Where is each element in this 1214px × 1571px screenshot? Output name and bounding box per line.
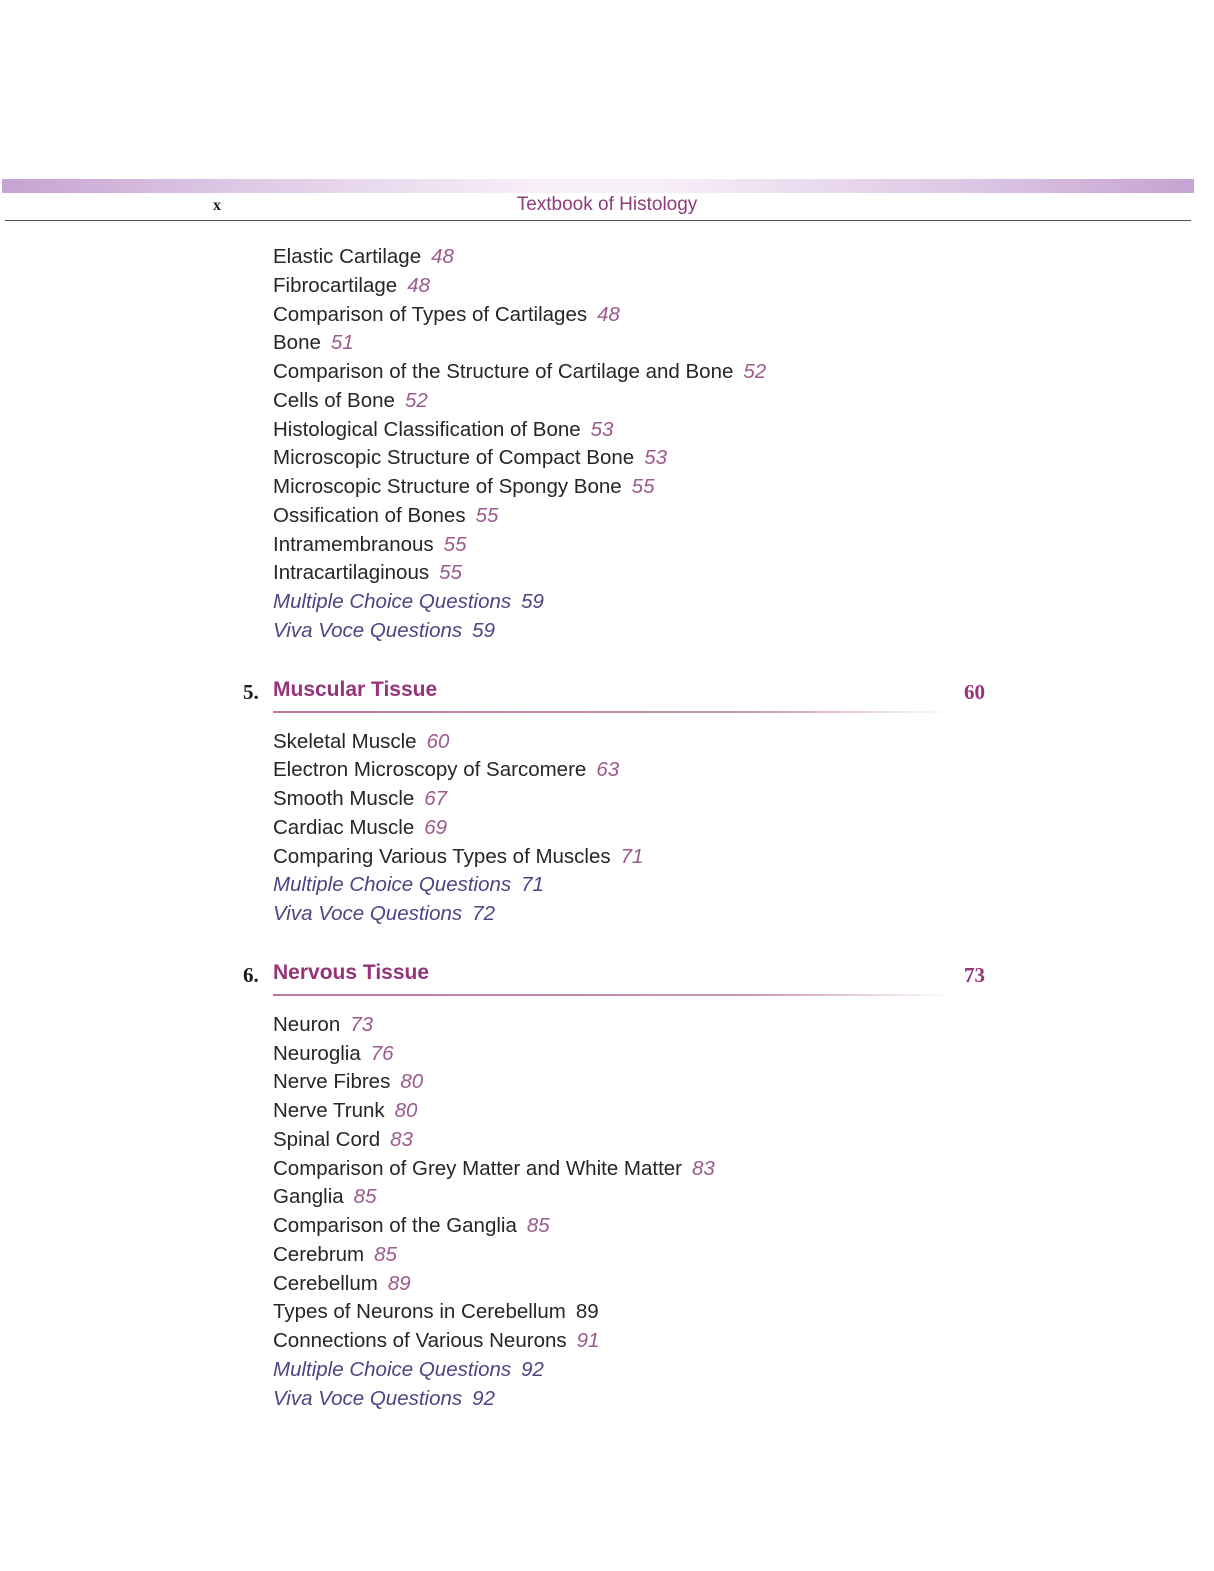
chapter-page: 73 [964, 962, 985, 987]
chapter-number: 5. [243, 679, 259, 704]
toc-entry-page: 48 [407, 273, 431, 297]
toc-entry-label: Neuroglia [273, 1041, 361, 1065]
toc-entry-label: Comparison of Grey Matter and White Matter [273, 1156, 683, 1180]
toc-entry-page: 92 [472, 1386, 495, 1410]
toc-entry-label: Connections of Various Neurons [273, 1329, 567, 1352]
toc-entry-label: Neuron [273, 1012, 341, 1036]
toc-entry-label: Histological Classification of Bone [273, 417, 581, 441]
toc-entry[interactable] [0, 1298, 1214, 1327]
toc-entry-page: 76 [370, 1041, 394, 1065]
toc-entry-page: 71 [521, 873, 544, 897]
toc-entry-label: Ganglia [273, 1185, 344, 1209]
toc-entry-page: 59 [472, 618, 495, 642]
toc-entry-label: Fibrocartilage [273, 273, 398, 297]
toc-entry[interactable] [0, 785, 1214, 814]
toc-entry[interactable] [0, 1126, 1214, 1155]
toc-entry-label: Intracartilaginous [273, 561, 430, 585]
toc-entry-page: 55 [443, 532, 467, 556]
toc-entry[interactable] [0, 1241, 1214, 1270]
toc-entry[interactable] [0, 502, 1214, 531]
toc-entry[interactable] [0, 329, 1214, 358]
toc-entry-page: 91 [576, 1329, 600, 1352]
toc-entry-label: Comparison of Types of Cartilages [273, 302, 588, 326]
page-number: x [213, 197, 221, 214]
chapter-page: 60 [964, 679, 985, 704]
toc-entry-page: 55 [475, 503, 499, 527]
running-head-title: Textbook of Histology [516, 194, 698, 215]
toc-entry-label: Cerebellum [273, 1271, 378, 1295]
toc-entry-label: Multiple Choice Questions [273, 1357, 512, 1381]
chapter-title: Nervous Tissue [273, 960, 430, 984]
toc-entry-page: 53 [590, 417, 614, 441]
toc-entry-page: 72 [472, 902, 495, 925]
toc-entry-page: 73 [350, 1012, 374, 1036]
toc-entry-mcq[interactable] [0, 1356, 1214, 1385]
toc-entry-page: 59 [521, 590, 544, 613]
toc-entry-viva-voce[interactable] [0, 617, 1214, 646]
toc-entry-label: Viva Voce Questions [273, 902, 463, 925]
toc-entry-label: Spinal Cord [273, 1127, 381, 1151]
toc-entry-label: Intramembranous [273, 532, 434, 556]
toc-entry-page: 52 [743, 360, 767, 383]
toc-entry[interactable] [0, 1040, 1214, 1069]
toc-entry[interactable] [0, 728, 1214, 757]
toc-entry-label: Comparison of the Structure of Cartilage and Bone [273, 360, 734, 383]
toc-entry-viva-voce[interactable] [0, 1385, 1214, 1414]
toc-entry-label: Microscopic Structure of Compact Bone [273, 446, 635, 470]
toc-entry-label: Microscopic Structure of Spongy Bone [273, 475, 622, 498]
toc-entry-page: 85 [353, 1185, 377, 1209]
toc-entry[interactable] [0, 1097, 1214, 1126]
toc-entry-page: 83 [692, 1156, 715, 1180]
toc-entry-page: 80 [394, 1099, 418, 1122]
toc-entry[interactable] [0, 814, 1214, 843]
toc-entry[interactable] [0, 559, 1214, 588]
toc-entry-page: 85 [526, 1214, 550, 1237]
toc-entry-label: Cells of Bone [273, 388, 395, 412]
toc-entry[interactable] [0, 531, 1214, 560]
header-rule [5, 220, 1191, 221]
header-color-band [2, 179, 1194, 193]
toc-entry[interactable] [0, 243, 1214, 272]
toc-entry-label: Elastic Cartilage [273, 245, 422, 268]
toc-entry-label: Skeletal Muscle [273, 729, 417, 753]
toc-entry-viva-voce[interactable] [0, 900, 1214, 929]
toc-entry[interactable] [0, 473, 1214, 502]
toc-entry-label: Multiple Choice Questions [273, 590, 512, 613]
toc-entry-label: Multiple Choice Questions [273, 873, 512, 897]
toc-entry-label: Viva Voce Questions [273, 1386, 463, 1410]
toc-entry-page: 69 [424, 815, 448, 839]
toc-entry-page: 92 [521, 1357, 544, 1381]
toc-entry-label: Smooth Muscle [273, 787, 415, 810]
toc-entry[interactable] [0, 756, 1214, 785]
toc-entry[interactable] [0, 301, 1214, 330]
toc-entry-page: 63 [596, 758, 620, 782]
toc-entry[interactable] [0, 1183, 1214, 1212]
toc-entry[interactable] [0, 1155, 1214, 1184]
toc-entry-page: 60 [426, 729, 450, 753]
toc-entry-label: Comparing Various Types of Muscles [273, 844, 611, 868]
toc-entry[interactable] [0, 1270, 1214, 1299]
toc-entry-page: 53 [644, 446, 667, 470]
toc-entry[interactable] [0, 444, 1214, 473]
toc-entry-label: Types of Neurons in Cerebellum [273, 1300, 566, 1324]
chapter-heading-5[interactable] [0, 674, 1214, 714]
toc-entry-page: 71 [620, 844, 644, 868]
toc-entry-page: 89 [575, 1300, 599, 1324]
toc-entry-page: 48 [431, 245, 454, 268]
toc-entry-mcq[interactable] [0, 588, 1214, 617]
toc-entry[interactable] [0, 387, 1214, 416]
chapter-heading-6[interactable] [0, 957, 1214, 997]
toc-entry-mcq[interactable] [0, 871, 1214, 900]
toc-entry[interactable] [0, 1011, 1214, 1040]
chapter-rule [273, 711, 953, 713]
chapter-title: Muscular Tissue [273, 677, 438, 701]
toc-entry-label: Ossification of Bones [273, 503, 466, 527]
toc-entry-page: 51 [330, 331, 354, 355]
toc-entry-label: Cerebrum [273, 1242, 365, 1266]
toc-entry-label: Cardiac Muscle [273, 815, 415, 839]
toc-entry-label: Comparison of the Ganglia [273, 1214, 517, 1237]
toc-entry-label: Viva Voce Questions [273, 618, 463, 642]
toc-entry-label: Bone [273, 331, 321, 355]
toc-entry-page: 89 [387, 1271, 411, 1295]
toc-entry-page: 83 [390, 1127, 413, 1151]
toc-entry-page: 55 [631, 475, 655, 498]
toc-entry-page: 52 [404, 388, 428, 412]
toc-entry[interactable] [0, 272, 1214, 301]
chapter-rule [273, 994, 953, 996]
toc-entry-label: Electron Microscopy of Sarcomere [273, 758, 587, 782]
toc-entry[interactable] [0, 1212, 1214, 1241]
chapter-number: 6. [243, 962, 259, 987]
toc-entry-label: Nerve Fibres [273, 1070, 391, 1094]
toc-entry[interactable] [0, 843, 1214, 872]
toc-entry[interactable] [0, 1068, 1214, 1097]
toc-entry[interactable] [0, 358, 1214, 387]
toc-entry-page: 80 [400, 1070, 424, 1094]
toc-entry-page: 55 [439, 561, 462, 585]
table-of-contents [0, 243, 1214, 1413]
toc-entry-label: Nerve Trunk [273, 1099, 385, 1122]
toc-entry[interactable] [0, 416, 1214, 445]
toc-entry[interactable] [0, 1327, 1214, 1356]
toc-entry-page: 48 [597, 302, 620, 326]
toc-entry-page: 85 [374, 1242, 397, 1266]
toc-entry-page: 67 [424, 787, 448, 810]
